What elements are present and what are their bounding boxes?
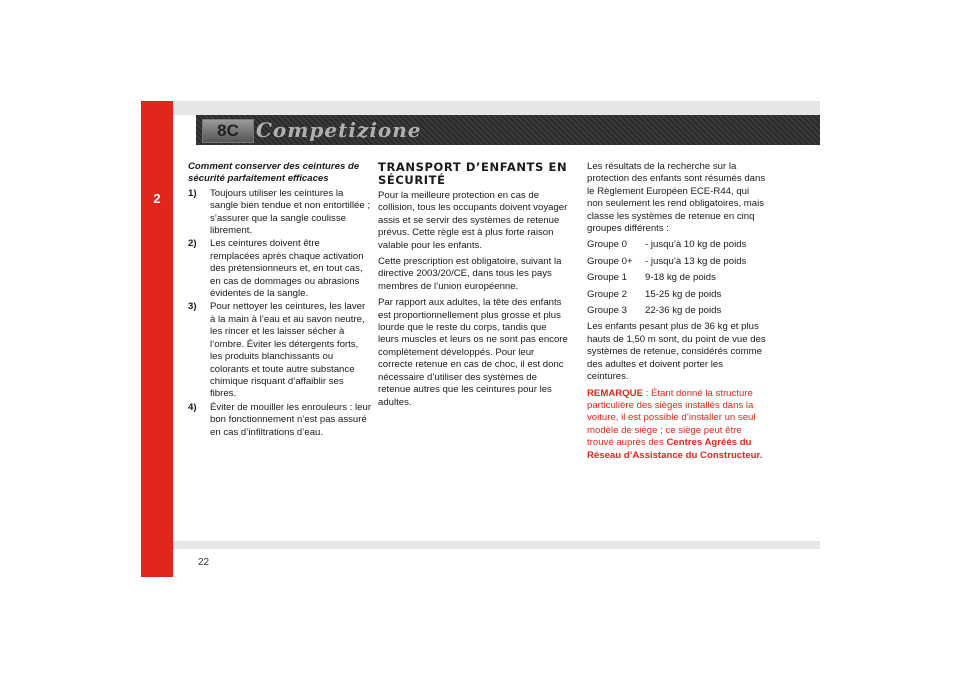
list-text: Éviter de mouiller les enrouleurs : leur bon fonctionnement n’est pas assuré en cas d’infiltrations d’eau.: [210, 401, 372, 438]
list-number: 3): [188, 301, 197, 313]
section-title: Comment conserver des ceintures de sécurité parfaitement efficaces: [188, 161, 360, 185]
list-text: Toujours utiliser les ceintures la sangle bien tendue et non entortillée ; s’assurer que la sangle coulisse librement.: [210, 187, 371, 237]
group-row: [587, 256, 767, 268]
group-name: Groupe 1: [587, 272, 628, 284]
right-column: [587, 161, 767, 466]
left-column: [188, 161, 372, 440]
paragraph: Par rapport aux adultes, la tête des enfants est proportionnellement plus grosse et plus lourde que le reste du corps, tandis que leurs muscles et leurs os ne sont pas encore complètement développés. Pour leur correcte retenue en cas de choc, il est donc nécessaire d’utiliser des systèmes de retenue autres que les ceintures pour les adultes.: [378, 297, 568, 408]
list-text: Pour nettoyer les ceintures, les laver à la main à l’eau et au savon neutre, les rincer et les laisser sécher à l’ombre. Éviter les détergents forts, les produits blanchissants ou colorants et toute autre substance chimique risquant d’affaiblir ses fibres.: [210, 301, 366, 400]
group-weight: 15-25 kg de poids: [645, 288, 722, 300]
paragraph: Pour la meilleure protection en cas de collision, tous les occupants doivent voyager assis et se servir des systèmes de retenue prévus. Cette règle est à plus forte raison valable pour les enfants.: [378, 190, 568, 251]
remark-label: REMARQUE: [587, 387, 643, 399]
list-item: [188, 188, 372, 238]
group-name: Groupe 2: [587, 288, 628, 300]
group-row: [587, 305, 767, 317]
list-number: 4): [188, 401, 197, 413]
bottom-band: [173, 541, 820, 549]
list-number: 1): [188, 187, 197, 199]
section-heading: TRANSPORT D’ENFANTS EN SÉCURITÉ: [378, 160, 568, 187]
remark-text: : Étant donné la structure particulière des sièges installés dans la voiture, il est possible d’installer un seul modèle de siège ; ce siège peut être trouvé auprès des: [587, 387, 756, 449]
remark-strong: Centres Agréés du Réseau d’Assistance du Constructeur.: [587, 437, 763, 461]
list-item: [188, 238, 372, 300]
paragraph: Les résultats de la recherche sur la protection des enfants sont résumés dans le Règlement Européen ECE-R44, qui non seulement les rend obligatoires, mais classe les systèmes de retenue en cinq groupes différents :: [587, 161, 766, 235]
chapter-number: 2: [153, 191, 161, 206]
group-row: [587, 272, 767, 284]
top-band: [173, 101, 820, 115]
header-bar: [196, 115, 820, 145]
list-item: [188, 301, 372, 400]
group-row: [587, 239, 767, 251]
list-text: Les ceintures doivent être remplacées après chaque activation des prétensionneurs et, en tout cas, en cas de dommages ou abrasions évidentes de la sangle.: [210, 238, 364, 300]
logo-script: Competizione: [256, 118, 422, 142]
group-weight: - jusqu’à 13 kg de poids: [645, 255, 747, 267]
list-number: 2): [188, 238, 197, 250]
chapter-tab: [141, 101, 173, 577]
group-weight: 22-36 kg de poids: [645, 305, 722, 317]
group-row: [587, 289, 767, 301]
group-weight: 9-18 kg de poids: [645, 272, 716, 284]
paragraph: Cette prescription est obligatoire, suivant la directive 2003/20/CE, dans tous les pays membres de l’union européenne.: [378, 256, 562, 292]
group-name: Groupe 3: [587, 305, 628, 317]
group-name: Groupe 0+: [587, 255, 633, 267]
group-weight: - jusqu’à 10 kg de poids: [645, 239, 747, 251]
page-number: 22: [198, 557, 210, 568]
group-name: Groupe 0: [587, 239, 628, 251]
middle-column: [378, 161, 568, 413]
list-item: [188, 402, 372, 439]
remark: [587, 388, 767, 462]
paragraph: Les enfants pesant plus de 36 kg et plus hauts de 1,50 m sont, du point de vue des systèmes de retenue, considérés comme des adultes et doivent porter les ceintures.: [587, 321, 766, 383]
logo-letters: 8C: [202, 119, 254, 143]
